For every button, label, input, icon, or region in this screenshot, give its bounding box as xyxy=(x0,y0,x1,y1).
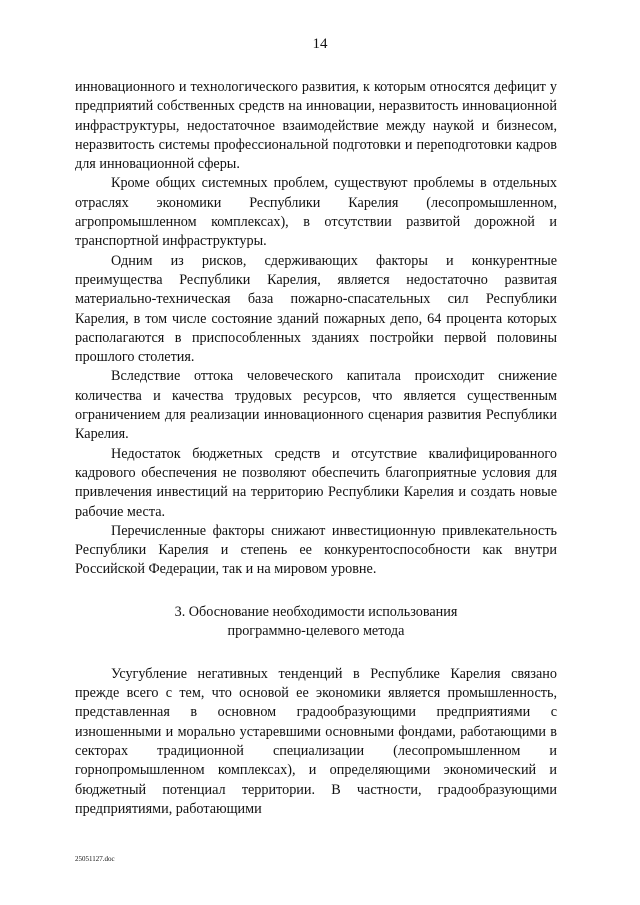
section-heading xyxy=(75,603,557,641)
paragraph-listed-factors: Перечисленные факторы снижают инвестиционную привлекательность Республики Карелия и степень ее конкурентоспособности как внутри Российской Федерации, так и на мировом уровне. xyxy=(75,522,557,578)
section-heading-line2: программно-целевого метода xyxy=(227,622,405,639)
paragraph-human-capital: Вследствие оттока человеческого капитала происходит снижение количества и качества трудовых ресурсов, что является существенным ограничением для реализации инновационного сценария развития Республики Карелия. xyxy=(75,368,557,443)
paragraph-budget-shortage: Недостаток бюджетных средств и отсутствие квалифицированного кадрового обеспечения не позволяют обеспечить благоприятные условия для привлечения инвестиций на территорию Республики Карелия и создать новые рабочие места. xyxy=(75,445,557,520)
paragraph-continuation: инновационного и технологического развития, к которым относятся дефицит у предприятий собственных средств на инновации, неразвитость инновационной инфраструктуры, недостаточное взаимодействие между наукой и бизнесом, неразвитость системы профессиональной подготовки и переподготовки кадров для инновационной сферы. xyxy=(75,79,557,173)
document-body xyxy=(75,78,557,819)
paragraph-fire-rescue-risk: Одним из рисков, сдерживающих факторы и конкурентные преимущества Республики Карелия, является недостаточно развитая материально-техническая база пожарно-спасательных сил Республики Карелия, в том числе состояние зданий пожарных депо, 64 процента которых располагаются в приспособленных зданиях постройки первой половины прошлого столетия. xyxy=(75,252,557,366)
section-heading-line1: 3. Обоснование необходимости использования xyxy=(174,603,458,620)
document-filename: 25051127.doc xyxy=(75,855,115,863)
page-number: 14 xyxy=(312,36,328,52)
paragraph-negative-trends: Усугубление негативных тенденций в Республике Карелия связано прежде всего с тем, что основой ее экономики является промышленность, представленная в основном градообразующими предприятиями с изношенными и морально устаревшими основными фондами, работающими в секторах традиционной специализации (лесопромышленном и горнопромышленном комплексах), и определяющими экономический и бюджетный потенциал территории. В частности, градообразующими предприятиями, работающими xyxy=(75,665,557,817)
paragraph-sector-problems: Кроме общих системных проблем, существуют проблемы в отдельных отраслях экономики Республики Карелия (лесопромышленном, агропромышленном комплексах), в отсутствии развитой дорожной и транспортной инфраструктуры. xyxy=(75,175,557,250)
